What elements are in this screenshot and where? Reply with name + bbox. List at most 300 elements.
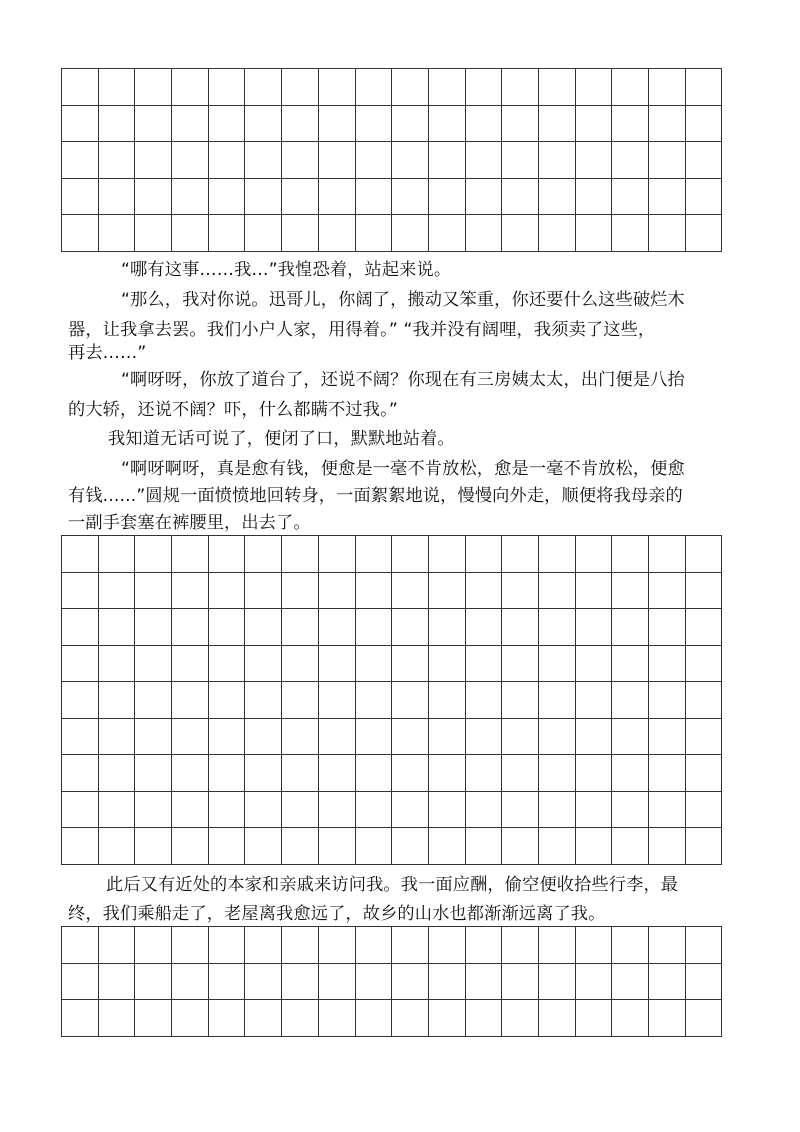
grid-cell[interactable] [649, 536, 686, 573]
grid-cell[interactable] [98, 927, 135, 964]
grid-cell[interactable] [575, 572, 612, 609]
grid-cell[interactable] [172, 69, 209, 106]
grid-cell[interactable] [502, 69, 539, 106]
grid-cell[interactable] [282, 718, 319, 755]
grid-cell[interactable] [318, 682, 355, 719]
grid-cell[interactable] [538, 536, 575, 573]
grid-cell[interactable] [98, 828, 135, 865]
grid-cell[interactable] [465, 215, 502, 252]
grid-cell[interactable] [392, 828, 429, 865]
grid-cell[interactable] [355, 69, 392, 106]
grid-cell[interactable] [135, 645, 172, 682]
grid-cell[interactable] [135, 609, 172, 646]
grid-cell[interactable] [538, 828, 575, 865]
grid-cell[interactable] [428, 927, 465, 964]
grid-cell[interactable] [538, 609, 575, 646]
grid-cell[interactable] [392, 215, 429, 252]
grid-cell[interactable] [282, 142, 319, 179]
grid-cell[interactable] [575, 609, 612, 646]
grid-cell[interactable] [135, 718, 172, 755]
grid-cell[interactable] [685, 142, 722, 179]
grid-cell[interactable] [355, 572, 392, 609]
grid-cell[interactable] [98, 963, 135, 1000]
grid-cell[interactable] [135, 1000, 172, 1037]
grid-cell[interactable] [538, 682, 575, 719]
grid-cell[interactable] [62, 69, 99, 106]
grid-cell[interactable] [245, 755, 282, 792]
grid-cell[interactable] [685, 682, 722, 719]
grid-cell[interactable] [428, 1000, 465, 1037]
grid-cell[interactable] [502, 1000, 539, 1037]
grid-cell[interactable] [172, 927, 209, 964]
grid-cell[interactable] [318, 215, 355, 252]
grid-cell[interactable] [172, 718, 209, 755]
grid-cell[interactable] [685, 927, 722, 964]
grid-cell[interactable] [282, 682, 319, 719]
grid-cell[interactable] [428, 142, 465, 179]
grid-cell[interactable] [208, 69, 245, 106]
grid-cell[interactable] [98, 105, 135, 142]
grid-cell[interactable] [392, 645, 429, 682]
grid-cell[interactable] [135, 215, 172, 252]
grid-cell[interactable] [502, 572, 539, 609]
grid-cell[interactable] [612, 927, 649, 964]
grid-cell[interactable] [172, 963, 209, 1000]
grid-cell[interactable] [172, 645, 209, 682]
grid-cell[interactable] [172, 609, 209, 646]
grid-cell[interactable] [538, 1000, 575, 1037]
grid-cell[interactable] [502, 142, 539, 179]
grid-cell[interactable] [208, 1000, 245, 1037]
grid-cell[interactable] [649, 927, 686, 964]
grid-cell[interactable] [465, 645, 502, 682]
grid-cell[interactable] [649, 791, 686, 828]
grid-cell[interactable] [355, 791, 392, 828]
grid-cell[interactable] [649, 142, 686, 179]
grid-cell[interactable] [98, 609, 135, 646]
grid-cell[interactable] [245, 718, 282, 755]
grid-cell[interactable] [392, 718, 429, 755]
grid-cell[interactable] [208, 682, 245, 719]
grid-cell[interactable] [135, 828, 172, 865]
grid-cell[interactable] [98, 682, 135, 719]
grid-cell[interactable] [428, 828, 465, 865]
grid-cell[interactable] [98, 718, 135, 755]
grid-cell[interactable] [172, 178, 209, 215]
grid-cell[interactable] [282, 536, 319, 573]
grid-cell[interactable] [612, 142, 649, 179]
grid-cell[interactable] [172, 828, 209, 865]
grid-cell[interactable] [575, 963, 612, 1000]
grid-cell[interactable] [392, 178, 429, 215]
grid-cell[interactable] [502, 718, 539, 755]
grid-cell[interactable] [318, 178, 355, 215]
grid-cell[interactable] [685, 215, 722, 252]
grid-cell[interactable] [465, 927, 502, 964]
grid-cell[interactable] [208, 927, 245, 964]
grid-cell[interactable] [575, 178, 612, 215]
grid-cell[interactable] [465, 828, 502, 865]
grid-cell[interactable] [575, 1000, 612, 1037]
grid-cell[interactable] [98, 69, 135, 106]
grid-cell[interactable] [245, 828, 282, 865]
grid-cell[interactable] [612, 69, 649, 106]
grid-cell[interactable] [502, 682, 539, 719]
grid-cell[interactable] [282, 69, 319, 106]
grid-cell[interactable] [612, 718, 649, 755]
grid-cell[interactable] [135, 142, 172, 179]
grid-cell[interactable] [649, 645, 686, 682]
grid-cell[interactable] [62, 1000, 99, 1037]
grid-cell[interactable] [612, 828, 649, 865]
grid-cell[interactable] [575, 215, 612, 252]
grid-cell[interactable] [538, 755, 575, 792]
grid-cell[interactable] [649, 178, 686, 215]
grid-cell[interactable] [318, 828, 355, 865]
grid-cell[interactable] [649, 105, 686, 142]
grid-cell[interactable] [135, 963, 172, 1000]
grid-cell[interactable] [465, 963, 502, 1000]
grid-cell[interactable] [245, 645, 282, 682]
grid-cell[interactable] [612, 215, 649, 252]
grid-cell[interactable] [465, 755, 502, 792]
grid-cell[interactable] [392, 69, 429, 106]
grid-cell[interactable] [612, 1000, 649, 1037]
grid-cell[interactable] [428, 178, 465, 215]
grid-cell[interactable] [62, 791, 99, 828]
grid-cell[interactable] [355, 142, 392, 179]
grid-cell[interactable] [245, 682, 282, 719]
grid-cell[interactable] [465, 572, 502, 609]
grid-cell[interactable] [62, 215, 99, 252]
grid-cell[interactable] [649, 755, 686, 792]
grid-cell[interactable] [62, 105, 99, 142]
grid-cell[interactable] [392, 572, 429, 609]
grid-cell[interactable] [172, 682, 209, 719]
grid-cell[interactable] [172, 791, 209, 828]
grid-cell[interactable] [538, 963, 575, 1000]
grid-cell[interactable] [538, 927, 575, 964]
grid-cell[interactable] [685, 791, 722, 828]
grid-cell[interactable] [62, 142, 99, 179]
grid-cell[interactable] [685, 178, 722, 215]
grid-cell[interactable] [208, 609, 245, 646]
grid-cell[interactable] [282, 1000, 319, 1037]
grid-cell[interactable] [318, 609, 355, 646]
grid-cell[interactable] [98, 142, 135, 179]
grid-cell[interactable] [575, 645, 612, 682]
grid-cell[interactable] [135, 682, 172, 719]
grid-cell[interactable] [318, 69, 355, 106]
grid-cell[interactable] [245, 572, 282, 609]
grid-cell[interactable] [428, 215, 465, 252]
grid-cell[interactable] [392, 755, 429, 792]
grid-cell[interactable] [575, 828, 612, 865]
grid-cell[interactable] [538, 791, 575, 828]
grid-cell[interactable] [502, 963, 539, 1000]
grid-cell[interactable] [62, 927, 99, 964]
grid-cell[interactable] [392, 609, 429, 646]
grid-cell[interactable] [172, 755, 209, 792]
grid-cell[interactable] [172, 142, 209, 179]
grid-cell[interactable] [355, 178, 392, 215]
grid-cell[interactable] [612, 682, 649, 719]
grid-cell[interactable] [685, 609, 722, 646]
grid-cell[interactable] [538, 178, 575, 215]
grid-cell[interactable] [318, 927, 355, 964]
grid-cell[interactable] [575, 791, 612, 828]
grid-cell[interactable] [502, 609, 539, 646]
grid-cell[interactable] [245, 105, 282, 142]
grid-cell[interactable] [282, 963, 319, 1000]
grid-cell[interactable] [208, 828, 245, 865]
grid-cell[interactable] [612, 178, 649, 215]
grid-cell[interactable] [318, 963, 355, 1000]
grid-cell[interactable] [318, 645, 355, 682]
grid-cell[interactable] [612, 572, 649, 609]
grid-cell[interactable] [208, 142, 245, 179]
grid-cell[interactable] [575, 755, 612, 792]
grid-cell[interactable] [208, 215, 245, 252]
grid-cell[interactable] [318, 572, 355, 609]
grid-cell[interactable] [428, 609, 465, 646]
grid-cell[interactable] [649, 572, 686, 609]
grid-cell[interactable] [428, 536, 465, 573]
grid-cell[interactable] [538, 142, 575, 179]
grid-cell[interactable] [502, 178, 539, 215]
grid-cell[interactable] [465, 69, 502, 106]
grid-cell[interactable] [355, 609, 392, 646]
grid-cell[interactable] [282, 178, 319, 215]
grid-cell[interactable] [502, 105, 539, 142]
grid-cell[interactable] [502, 536, 539, 573]
grid-cell[interactable] [172, 572, 209, 609]
grid-cell[interactable] [575, 105, 612, 142]
grid-cell[interactable] [62, 645, 99, 682]
grid-cell[interactable] [245, 963, 282, 1000]
grid-cell[interactable] [245, 1000, 282, 1037]
grid-cell[interactable] [98, 178, 135, 215]
grid-cell[interactable] [685, 828, 722, 865]
grid-cell[interactable] [62, 828, 99, 865]
grid-cell[interactable] [135, 178, 172, 215]
grid-cell[interactable] [575, 718, 612, 755]
grid-cell[interactable] [208, 791, 245, 828]
grid-cell[interactable] [355, 215, 392, 252]
grid-cell[interactable] [355, 718, 392, 755]
grid-cell[interactable] [465, 178, 502, 215]
grid-cell[interactable] [685, 536, 722, 573]
grid-cell[interactable] [318, 755, 355, 792]
grid-cell[interactable] [392, 1000, 429, 1037]
grid-cell[interactable] [502, 755, 539, 792]
grid-cell[interactable] [98, 755, 135, 792]
grid-cell[interactable] [172, 536, 209, 573]
grid-cell[interactable] [282, 791, 319, 828]
grid-cell[interactable] [392, 142, 429, 179]
grid-cell[interactable] [428, 791, 465, 828]
grid-cell[interactable] [685, 755, 722, 792]
grid-cell[interactable] [685, 963, 722, 1000]
grid-cell[interactable] [282, 105, 319, 142]
grid-cell[interactable] [245, 536, 282, 573]
grid-cell[interactable] [62, 755, 99, 792]
grid-cell[interactable] [208, 963, 245, 1000]
grid-cell[interactable] [245, 69, 282, 106]
grid-cell[interactable] [612, 609, 649, 646]
grid-cell[interactable] [98, 572, 135, 609]
grid-cell[interactable] [318, 718, 355, 755]
grid-cell[interactable] [245, 142, 282, 179]
grid-cell[interactable] [428, 755, 465, 792]
grid-cell[interactable] [172, 215, 209, 252]
grid-cell[interactable] [392, 682, 429, 719]
grid-cell[interactable] [355, 105, 392, 142]
grid-cell[interactable] [135, 927, 172, 964]
grid-cell[interactable] [649, 69, 686, 106]
grid-cell[interactable] [538, 718, 575, 755]
grid-cell[interactable] [355, 755, 392, 792]
grid-cell[interactable] [465, 791, 502, 828]
grid-cell[interactable] [282, 927, 319, 964]
grid-cell[interactable] [245, 791, 282, 828]
grid-cell[interactable] [208, 645, 245, 682]
grid-cell[interactable] [282, 609, 319, 646]
grid-cell[interactable] [98, 215, 135, 252]
grid-cell[interactable] [502, 791, 539, 828]
grid-cell[interactable] [428, 963, 465, 1000]
grid-cell[interactable] [62, 682, 99, 719]
grid-cell[interactable] [649, 718, 686, 755]
grid-cell[interactable] [502, 828, 539, 865]
grid-cell[interactable] [282, 572, 319, 609]
grid-cell[interactable] [208, 572, 245, 609]
grid-cell[interactable] [355, 828, 392, 865]
grid-cell[interactable] [62, 963, 99, 1000]
grid-cell[interactable] [465, 718, 502, 755]
grid-cell[interactable] [172, 105, 209, 142]
grid-cell[interactable] [245, 927, 282, 964]
grid-cell[interactable] [649, 682, 686, 719]
grid-cell[interactable] [135, 791, 172, 828]
grid-cell[interactable] [392, 927, 429, 964]
grid-cell[interactable] [62, 609, 99, 646]
grid-cell[interactable] [612, 536, 649, 573]
grid-cell[interactable] [98, 536, 135, 573]
grid-cell[interactable] [649, 1000, 686, 1037]
grid-cell[interactable] [538, 105, 575, 142]
grid-cell[interactable] [135, 536, 172, 573]
grid-cell[interactable] [465, 142, 502, 179]
grid-cell[interactable] [575, 536, 612, 573]
grid-cell[interactable] [392, 105, 429, 142]
grid-cell[interactable] [465, 536, 502, 573]
grid-cell[interactable] [208, 718, 245, 755]
grid-cell[interactable] [465, 1000, 502, 1037]
grid-cell[interactable] [282, 645, 319, 682]
grid-cell[interactable] [649, 215, 686, 252]
grid-cell[interactable] [282, 215, 319, 252]
grid-cell[interactable] [135, 105, 172, 142]
grid-cell[interactable] [282, 755, 319, 792]
grid-cell[interactable] [612, 963, 649, 1000]
grid-cell[interactable] [392, 536, 429, 573]
grid-cell[interactable] [318, 1000, 355, 1037]
grid-cell[interactable] [62, 572, 99, 609]
grid-cell[interactable] [355, 927, 392, 964]
grid-cell[interactable] [649, 963, 686, 1000]
grid-cell[interactable] [428, 105, 465, 142]
grid-cell[interactable] [98, 1000, 135, 1037]
grid-cell[interactable] [172, 1000, 209, 1037]
grid-cell[interactable] [318, 105, 355, 142]
grid-cell[interactable] [355, 536, 392, 573]
grid-cell[interactable] [355, 645, 392, 682]
grid-cell[interactable] [355, 682, 392, 719]
grid-cell[interactable] [685, 645, 722, 682]
grid-cell[interactable] [245, 215, 282, 252]
grid-cell[interactable] [208, 536, 245, 573]
grid-cell[interactable] [575, 682, 612, 719]
grid-cell[interactable] [685, 105, 722, 142]
grid-cell[interactable] [612, 791, 649, 828]
grid-cell[interactable] [685, 572, 722, 609]
grid-cell[interactable] [465, 609, 502, 646]
grid-cell[interactable] [98, 791, 135, 828]
grid-cell[interactable] [612, 755, 649, 792]
grid-cell[interactable] [428, 682, 465, 719]
grid-cell[interactable] [575, 69, 612, 106]
grid-cell[interactable] [612, 645, 649, 682]
grid-cell[interactable] [502, 645, 539, 682]
grid-cell[interactable] [135, 572, 172, 609]
grid-cell[interactable] [685, 69, 722, 106]
grid-cell[interactable] [428, 718, 465, 755]
grid-cell[interactable] [502, 215, 539, 252]
grid-cell[interactable] [575, 142, 612, 179]
grid-cell[interactable] [135, 755, 172, 792]
grid-cell[interactable] [208, 755, 245, 792]
grid-cell[interactable] [392, 963, 429, 1000]
grid-cell[interactable] [685, 718, 722, 755]
grid-cell[interactable] [612, 105, 649, 142]
grid-cell[interactable] [649, 609, 686, 646]
grid-cell[interactable] [135, 69, 172, 106]
grid-cell[interactable] [465, 105, 502, 142]
grid-cell[interactable] [392, 791, 429, 828]
grid-cell[interactable] [98, 645, 135, 682]
grid-cell[interactable] [428, 572, 465, 609]
grid-cell[interactable] [355, 963, 392, 1000]
grid-cell[interactable] [575, 927, 612, 964]
grid-cell[interactable] [245, 178, 282, 215]
grid-cell[interactable] [428, 645, 465, 682]
grid-cell[interactable] [62, 536, 99, 573]
grid-cell[interactable] [538, 645, 575, 682]
grid-cell[interactable] [685, 1000, 722, 1037]
grid-cell[interactable] [208, 105, 245, 142]
grid-cell[interactable] [318, 142, 355, 179]
grid-cell[interactable] [282, 828, 319, 865]
grid-cell[interactable] [538, 69, 575, 106]
grid-cell[interactable] [62, 178, 99, 215]
grid-cell[interactable] [62, 718, 99, 755]
grid-cell[interactable] [502, 927, 539, 964]
grid-cell[interactable] [245, 609, 282, 646]
grid-cell[interactable] [649, 828, 686, 865]
grid-cell[interactable] [538, 215, 575, 252]
grid-cell[interactable] [208, 178, 245, 215]
